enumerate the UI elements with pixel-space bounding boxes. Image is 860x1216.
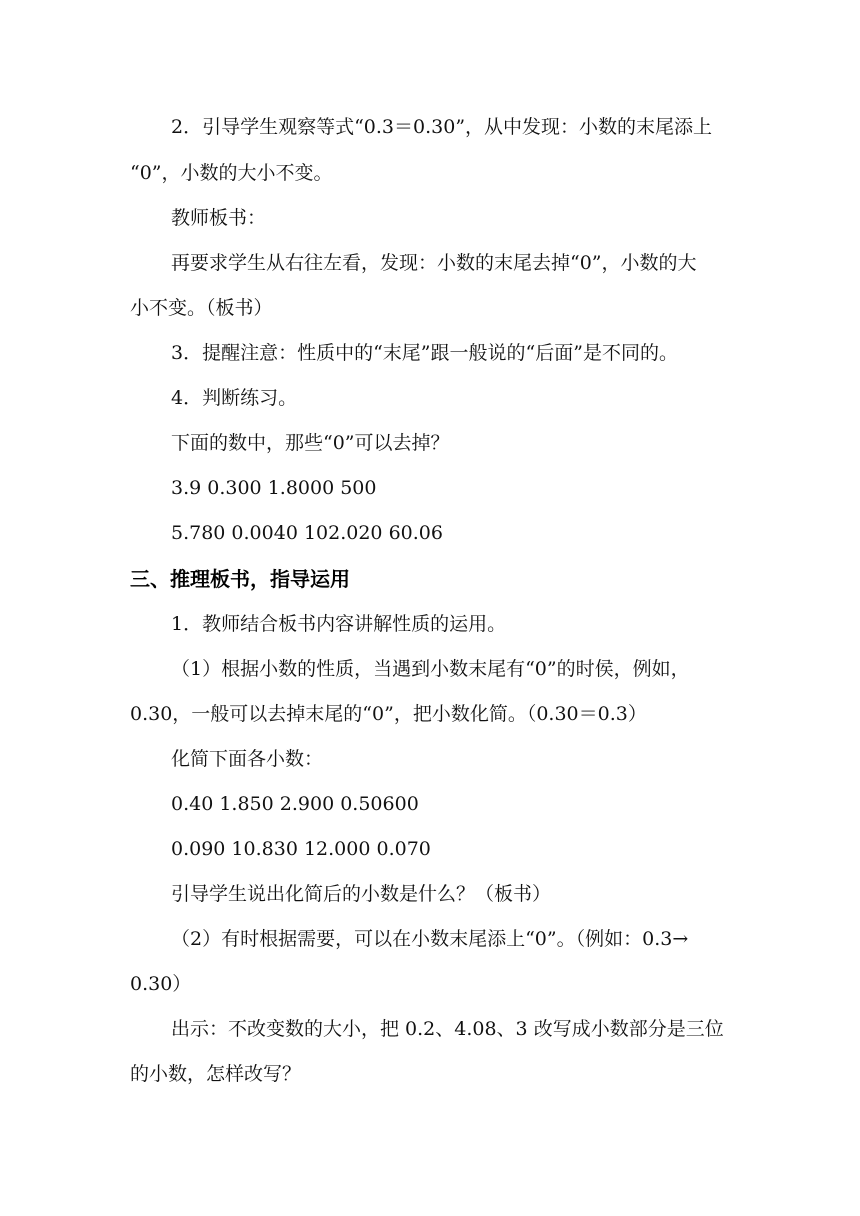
number-list-line: 3.9 0.300 1.8000 500 bbox=[171, 477, 377, 499]
number-list-line: 0.090 10.830 12.000 0.070 bbox=[171, 838, 431, 860]
paragraph-line: 0.30） bbox=[130, 973, 192, 995]
paragraph-line: 引导学生说出化简后的小数是什么？（板书） bbox=[171, 883, 552, 905]
paragraph-line: 1．教师结合板书内容讲解性质的运用。 bbox=[171, 613, 507, 635]
number-list-line: 0.40 1.850 2.900 0.50600 bbox=[171, 793, 419, 815]
paragraph-line: 化简下面各小数： bbox=[171, 748, 324, 770]
paragraph-line: 下面的数中，那些“0”可以去掉？ bbox=[171, 432, 450, 454]
number-list-line: 5.780 0.0040 102.020 60.06 bbox=[171, 522, 443, 544]
paragraph-line: （1）根据小数的性质，当遇到小数末尾有“0”的时侯，例如， bbox=[171, 658, 690, 680]
paragraph-line: 出示：不改变数的大小，把 0.2、4.08、3 改写成小数部分是三位 bbox=[171, 1018, 724, 1040]
paragraph-line: “0”，小数的大小不变。 bbox=[130, 162, 333, 184]
section-heading: 三、推理板书，指导运用 bbox=[130, 567, 350, 591]
paragraph-line: 2．引导学生观察等式“0.3＝0.30”，从中发现：小数的末尾添上 bbox=[171, 116, 713, 138]
paragraph-line: 小不变。（板书） bbox=[130, 297, 273, 319]
paragraph-line: 的小数，怎样改写？ bbox=[130, 1063, 302, 1085]
paragraph-line: 再要求学生从右往左看，发现：小数的末尾去掉“0”，小数的大 bbox=[171, 252, 697, 274]
paragraph-line: 3．提醒注意：性质中的“末尾”跟一般说的“后面”是不同的。 bbox=[171, 342, 678, 364]
paragraph-line: 0.30，一般可以去掉末尾的“0”，把小数化简。（0.30＝0.3） bbox=[130, 703, 647, 725]
paragraph-line: （2）有时根据需要，可以在小数末尾添上“0”。（例如：0.3→ bbox=[171, 928, 689, 950]
paragraph-line: 教师板书： bbox=[171, 207, 267, 229]
paragraph-line: 4．判断练习。 bbox=[171, 387, 298, 409]
